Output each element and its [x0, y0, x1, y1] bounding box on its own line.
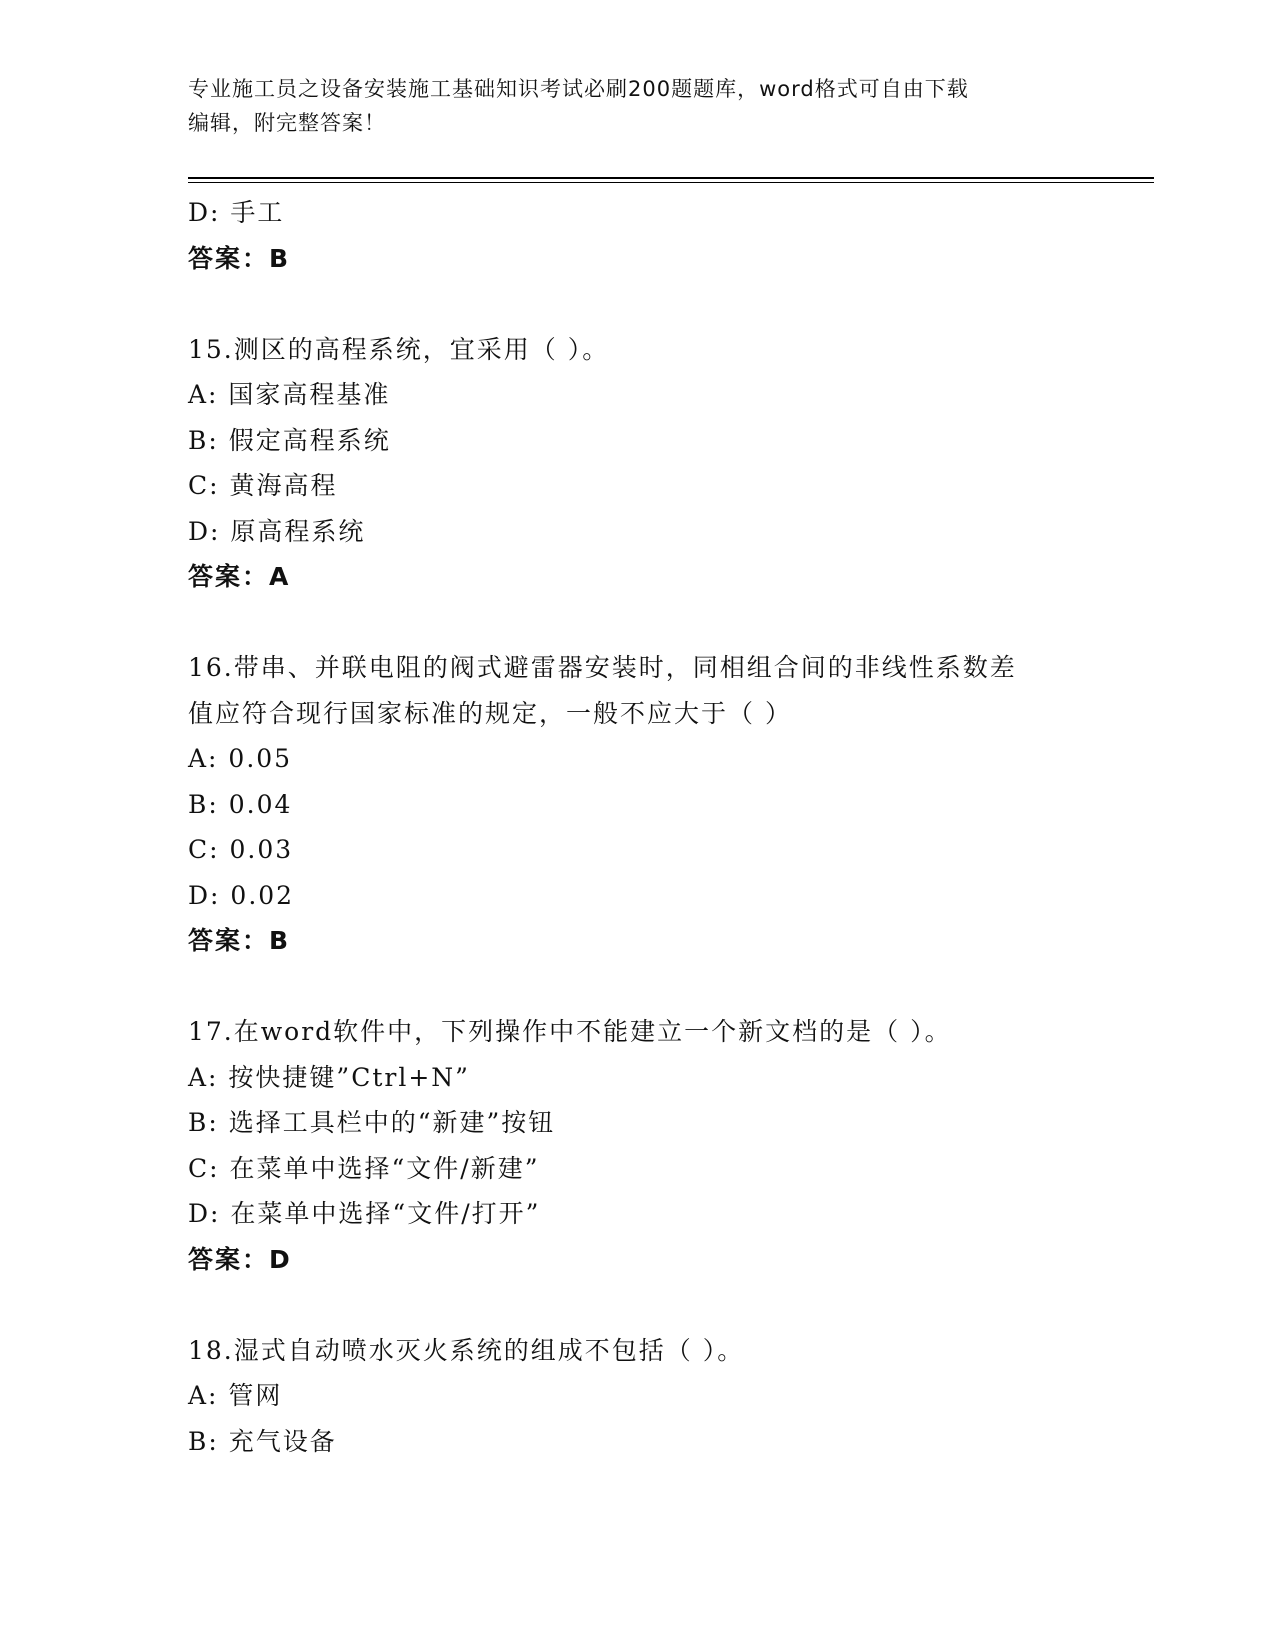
option-d: D: 手工: [188, 198, 285, 227]
option-a: A: 0.05: [188, 744, 293, 773]
question-17: [188, 1009, 1108, 1282]
page-header: [188, 72, 1088, 140]
option-a: A: 按快捷键”Ctrl+N”: [188, 1062, 470, 1092]
answer-line: 答案：A: [188, 562, 291, 591]
option-a: A: 国家高程基准: [188, 380, 391, 409]
question-stem-line2: 值应符合现行国家标准的规定，一般不应大于（ ）: [188, 698, 792, 728]
option-d: D: 0.02: [188, 880, 295, 910]
option-b: B: 充气设备: [188, 1426, 337, 1456]
document-body: [188, 190, 1108, 1464]
option-b: B: 选择工具栏中的“新建”按钮: [188, 1108, 556, 1137]
spacer: [188, 964, 1108, 1010]
option-c: C: 0.03: [188, 835, 294, 864]
option-b: B: 0.04: [188, 789, 293, 819]
question-stem: 15.测区的高程系统，宜采用（ ）。: [188, 334, 610, 364]
question-15: [188, 327, 1108, 600]
question-stem: 18.湿式自动喷水灭火系统的组成不包括（ ）。: [188, 1335, 745, 1365]
question-stem-line1: 16.带串、并联电阻的阀式避雷器安装时，同相组合间的非线性系数差: [188, 653, 1017, 682]
option-a: A: 管网: [188, 1381, 283, 1410]
option-d: D: 原高程系统: [188, 516, 366, 546]
header-title-line1: 专业施工员之设备安装施工基础知识考试必刷200题题库，word格式可自由下载: [188, 77, 969, 101]
option-b: B: 假定高程系统: [188, 425, 391, 455]
option-c: C: 在菜单中选择“文件/新建”: [188, 1153, 540, 1183]
spacer: [188, 600, 1108, 646]
answer-line: 答案：D: [188, 1244, 292, 1274]
answer-line: 答案：B: [188, 243, 291, 273]
answer-line: 答案：B: [188, 926, 291, 955]
option-d: D: 在菜单中选择“文件/打开”: [188, 1199, 541, 1228]
question-stem: 17.在word软件中，下列操作中不能建立一个新文档的是（ ）。: [188, 1017, 952, 1046]
header-divider-thin: [188, 182, 1154, 183]
header-divider-thick: [188, 177, 1154, 179]
spacer: [188, 1282, 1108, 1328]
question-16: [188, 645, 1108, 964]
header-title-line2: 编辑，附完整答案！: [188, 111, 386, 135]
spacer: [188, 281, 1108, 327]
option-c: C: 黄海高程: [188, 471, 338, 500]
question-18: [188, 1328, 1108, 1465]
